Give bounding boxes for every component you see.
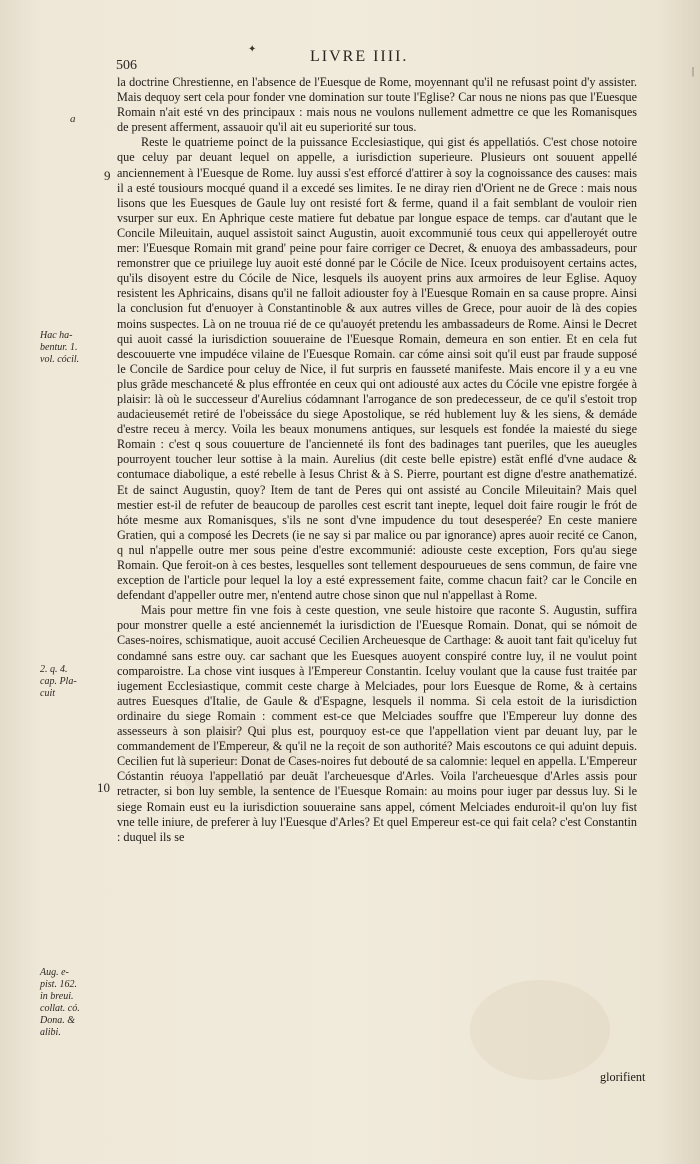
margin-note-line: 2. q. 4. bbox=[40, 664, 68, 675]
paragraph: Mais pour mettre fin vne fois à ceste question, vne seule histoire que raconte S. Augustin, suffira pour monstrer quelle a esté anciennemét la iurisdiction de l'Euesque Romain. Donat, qui se nómoit de Cases-noires, schismatique, auoit accusé Cecilien Archeuesque de Carthage: & auoit tant fait qu'iceluy fut condamné sans estre ouy. car sachant que les Euesques auoyent conspiré contre luy, il ne voulut point comparoistre. La chose vint iusques à l'Empereur Constantin. Iceluy voulant que la cause fust traitée par iugement Ecclesiastique, commit ceste charge à Melciades, pour lors Euesque de Rome, & à certains autres Euesques d'Italie, de Gaule & d'Espagne, lesquels il nomma. Si cela estoit de la iurisdiction ordinaire du siege Romain : comment est-ce que Melciades souffre que l'Empereur luy donne des assesseurs à son plaisir? Qui plus est, pourquoy est-ce que l'appellation vient par deuant luy, par le commandement de l'Empereur, & qu'il ne la reçoit de son authorité? Mais escoutons ce qui aduint depuis. Cecilien fut là superieur: Donat de Cases-noires fut debouté de sa calomnie: lequel en appella. L'Empereur Cóstantin réuoya l'appellatió par deuãt l'archeuesque d'Arles. Voila l'archeuesque d'Arles assis pour retracter, si bon luy semble, la sentence de l'Euesque Romain: au moins pour iuger par dessus luy. Si le siege Romain eust eu la iurisdiction souueraine sans appel, cóment Melciades enduroit-il qu'on luy fist vne telle iniure, de preferer à luy l'Euesque d'Arles? Et quel Empereur est-ce qui fait cela? c'est Constantin : duquel ils se bbox=[117, 603, 637, 844]
paragraph: Reste le quatrieme poinct de la puissance Ecclesiastique, qui gist és appellatiós. C'est chose notoire que celuy par deuant lequel on appelle, a iurisdiction superieure. Plusieurs ont souuent appellé anciennement à l'Euesque de Rome. luy aussi s'est efforcé d'attirer à soy la cognoissance des causes: mais il a esté tousiours mocqué quand il a excedé ses limites. Ie ne diray rien d'Orient ne de Grece : mais nous lisons que les Euesques de Gaule luy ont resisté fort & ferme, quand il a fait semblant de vouloir rien vsurper sur eux. En Aphrique ceste matiere fut debatue par longue espace de temps. car d'autant que le Concile Mileuitain, auquel assistoit sainct Augustin, auoit excommunié tous ceux qui appelleroyét outre mer: l'Euesque Romain mit grand' peine pour faire corriger ce Decret, & enuoya des ambassadeurs, pour remonstrer que ce priuilege luy auoit esté donné par le Cócile de Nice. Iceux produisoyent certains actes, qu'ils disoyent estre du Cócile de Nice, lesquels ils auoyent prins aux armoires de leur Eglise. Aquoy resistent les Aphricains, disans qu'il ne falloit adiouster foy à l'Euesque Romain en sa cause propre. Ainsi la conclusion fut d'enuoyer à Constantinoble & aux autres villes de Grece, pour auoir de là des copies moins suspectes. Là on ne trouua rié de ce qu'auoyét pretendu les ambassadeurs de Rome. Ainsi le Decret qui auoit cassé la iurisdiction souueraine de l'Euesque Romain, demeura en son entier. Et en cela fut descouuerte vne impudéce vilaine de l'Euesque Romain. car cóme ainsi soit qu'il eust par fraude supposé le Concile de Sardice pour celuy de Nice, il fut surpris en fausseté manifeste. Mais encore il y a eu vne plus grãde meschanceté & plus effrontée en ceux qui ont adiousté aux actes du Cócile vne epistre forgée à plaisir: là où le successeur d'Aurelius códamnant l'arrogance de son predecesseur, de ce qu'il s'estoit trop audacieusemét retiré de l'obeissáce du siege Apostolique, se réd hublement luy & les siens, & demáde d'estre receu à mercy. Voila les beaux monumens antiques, sur lesquels est fondée la maiesté du siege Romain : c'est q sous couuerture de l'ancienneté ils font des badinages tant pueriles, que les aueugles pourroyent toucher leur sottise à la main. Aurelius (dit ceste belle epistre) estãt enflé d'vne audace & contumace diabolique, a esté rebelle à Iesus Christ & à S. Pierre, pourtant est digne d'estre anathematizé. Et de sainct Augustin, quoy? Item de tant de Peres qui ont assisté au Concile Mileuitain? Mais quel mestier est-il de refuter de beaucoup de parolles cest escrit tant inepte, lequel doit faire rougir le frót de hóte mesme aux Romanisques, s'ils ne sont d'vne impudence du tout desesperée? En ceste maniere Gratien, qui a composé les Decrets (ie ne say si par malice ou par ignorance) apres auoir recité ce Canon, q nul n'appelle outre mer sous peine d'estre excommunié: adiouste ceste exception, Fors qu'au siege Romain. Que feroit-on à ces bestes, lesquelles sont tellement despourueues de sens commun, de faire vne exception de l'article pour lequel la loy a esté expressement faite, comme chacun fait? car le Concile en defendant d'appeller outre mer, n'entend autre chose sinon que nul n'appellast à Rome. bbox=[117, 135, 637, 603]
margin-letter: a bbox=[70, 113, 76, 125]
margin-note-line: Dona. & bbox=[40, 1015, 75, 1026]
page-header bbox=[0, 46, 700, 76]
page-number: 506 bbox=[116, 58, 137, 73]
margin-note-line: cuit bbox=[40, 688, 55, 699]
margin-note-line: in breui. bbox=[40, 991, 74, 1002]
ornament: ✦ bbox=[248, 44, 257, 55]
margin-note-line: cap. Pla- bbox=[40, 676, 77, 687]
margin-note bbox=[40, 967, 110, 1039]
margin-note-line: Hac ha- bbox=[40, 330, 73, 341]
margin-note bbox=[40, 664, 110, 700]
running-head: LIVRE IIII. bbox=[310, 48, 409, 65]
margin-note-line: alibi. bbox=[40, 1027, 61, 1038]
paragraph: la doctrine Chrestienne, en l'absence de l'Euesque de Rome, moyennant qu'il ne refusast point d'y assister. Mais dequoy sert cela pour fonder vne domination sur toute l'Eglise? Car nous ne nions pas que l'Euesque Romain n'ait esté vn des principaux : mais nous ne voulons nullement admettre ce que les Romanisques de present afferment, assauoir qu'il ait eu superiorité sur tous. bbox=[117, 75, 637, 135]
margin-note-line: collat. có. bbox=[40, 1003, 80, 1014]
edge-mark: | bbox=[691, 66, 694, 77]
margin-note-line: pist. 162. bbox=[40, 979, 77, 990]
body-text bbox=[117, 75, 637, 1095]
section-number: 10 bbox=[97, 780, 110, 795]
margin-note-line: Aug. e- bbox=[40, 967, 69, 978]
section-number: 9 bbox=[104, 168, 111, 183]
margin-note-line: vol. cócil. bbox=[40, 354, 80, 365]
margin-note-line: bentur. 1. bbox=[40, 342, 78, 353]
catchword: glorifient bbox=[600, 1070, 646, 1084]
margin-note bbox=[40, 330, 110, 366]
